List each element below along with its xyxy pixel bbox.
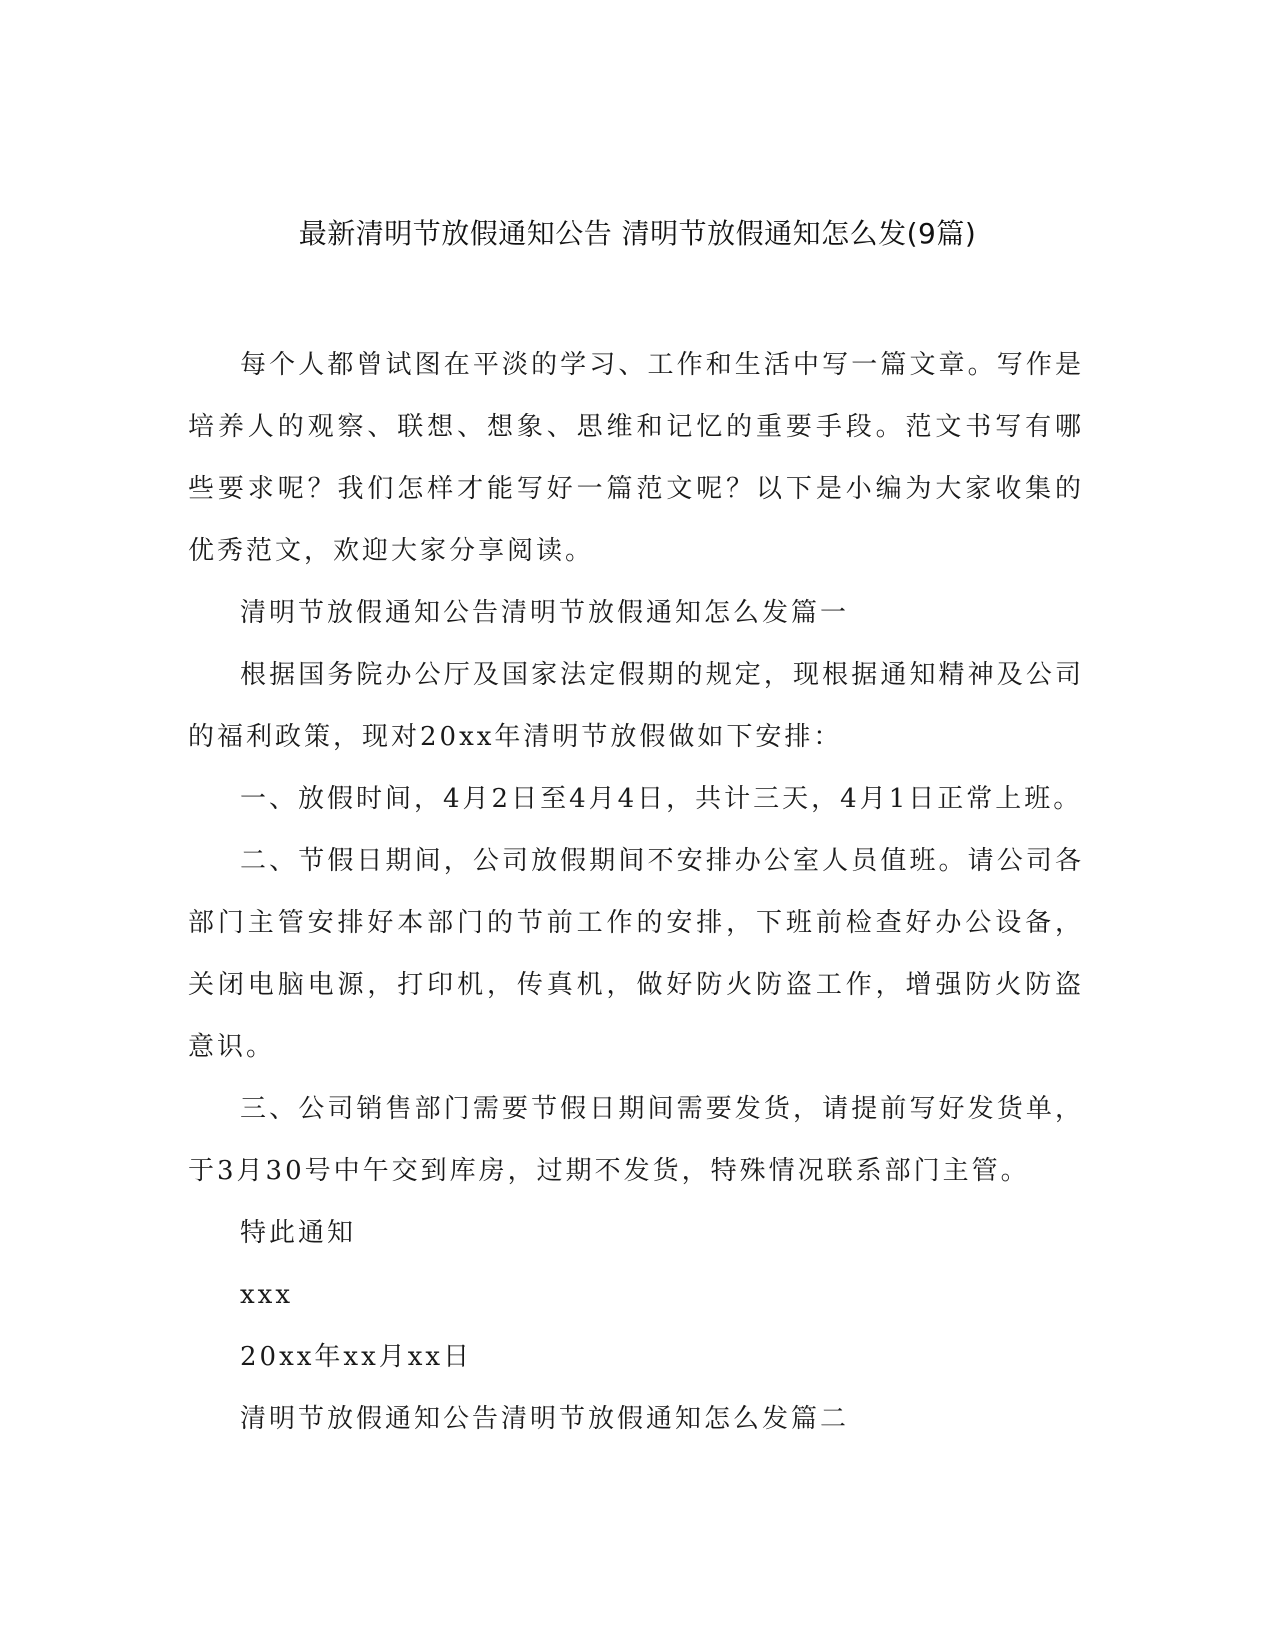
section-heading-1: 清明节放假通知公告清明节放假通知怎么发篇一	[240, 598, 850, 628]
notice-date: 20xx年xx月xx日	[240, 1342, 473, 1372]
notice-item-1: 一、放假时间，4月2日至4月4日，共计三天，4月1日正常上班。	[240, 784, 1083, 814]
notice-paragraph: 根据国务院办公厅及国家法定假期的规定，现根据通知精神及公司的福利政策，现对20xx年清明节放假做如下安排：	[188, 660, 1084, 752]
notice-signature: xxx	[240, 1280, 293, 1310]
section-heading-2: 清明节放假通知公告清明节放假通知怎么发篇二	[240, 1404, 850, 1434]
document-body	[188, 334, 1084, 1450]
document-title: 最新清明节放假通知公告 清明节放假通知怎么发(9篇)	[298, 217, 977, 250]
notice-closing: 特此通知	[240, 1218, 357, 1248]
notice-item-2: 二、节假日期间，公司放假期间不安排办公室人员值班。请公司各部门主管安排好本部门的节前工作的安排，下班前检查好办公设备，关闭电脑电源，打印机，传真机，做好防火防盗工作，增强防火防盗意识。	[188, 846, 1084, 1062]
intro-paragraph: 每个人都曾试图在平淡的学习、工作和生活中写一篇文章。写作是培养人的观察、联想、想象、思维和记忆的重要手段。范文书写有哪些要求呢？我们怎样才能写好一篇范文呢？以下是小编为大家收集的优秀范文，欢迎大家分享阅读。	[188, 350, 1084, 566]
notice-item-3: 三、公司销售部门需要节假日期间需要发货，请提前写好发货单，于3月30号中午交到库房，过期不发货，特殊情况联系部门主管。	[188, 1094, 1084, 1186]
